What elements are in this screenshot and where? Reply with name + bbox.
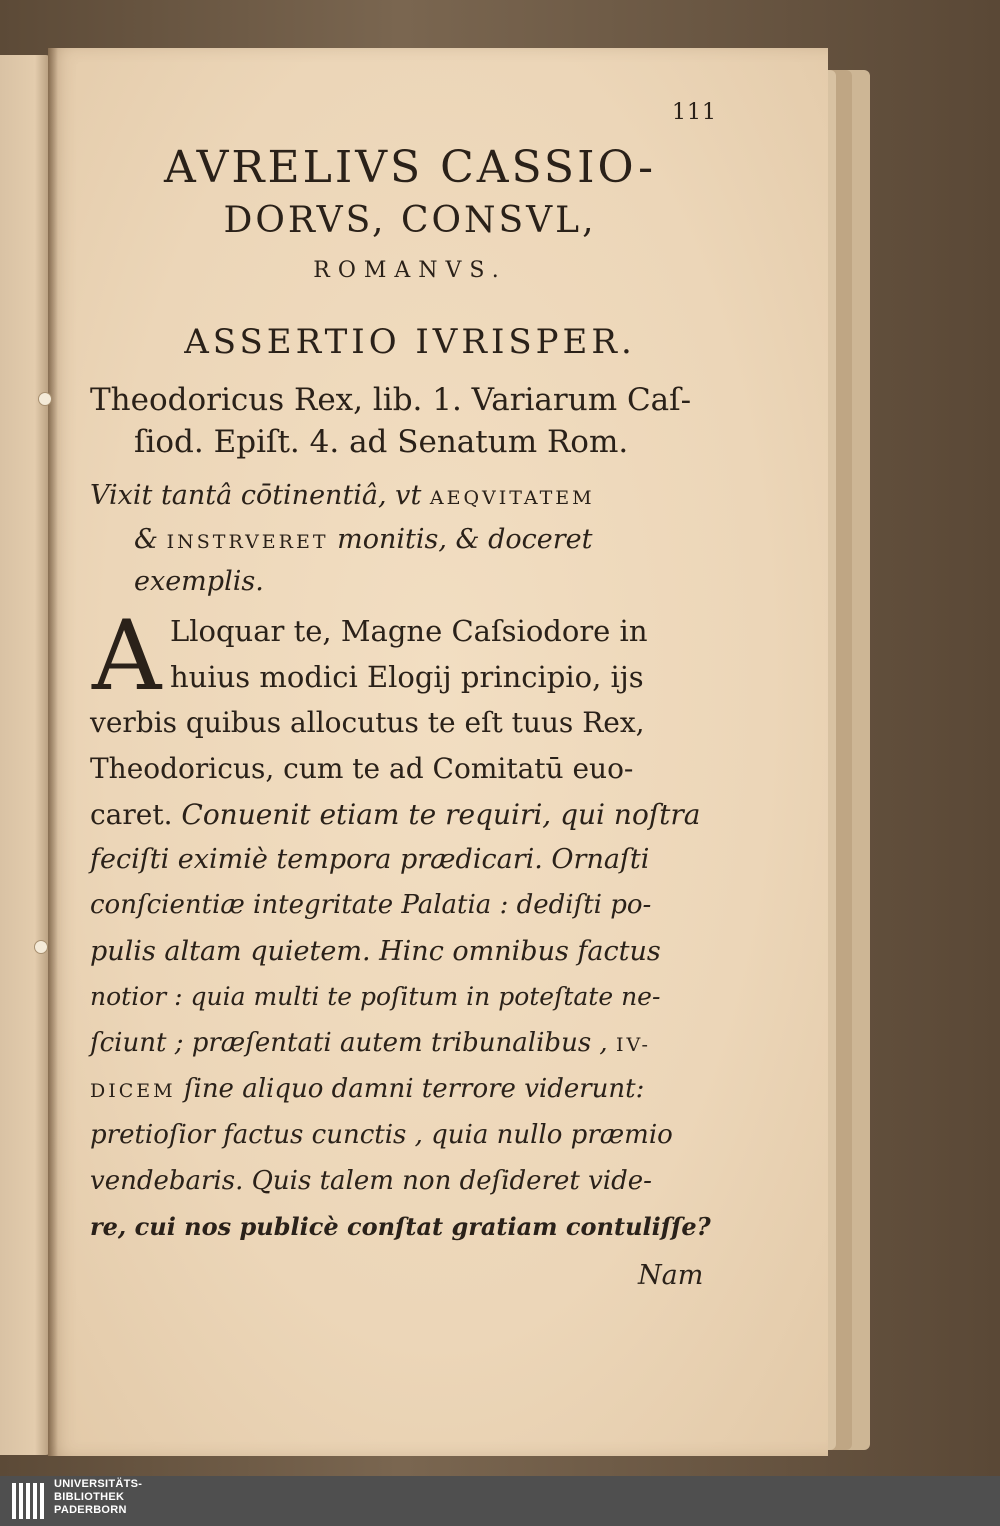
title-line-1: AVRELIVS CASSIO-	[164, 142, 656, 193]
body-italic: Conuenit etiam te requiri, qui noſtra	[181, 798, 701, 831]
body-line-5	[90, 798, 701, 831]
motto-smallcaps: AEQVITATEM	[429, 487, 595, 509]
source-line-1: Theodoricus Rex, lib. 1. Variarum Caſ-	[90, 382, 692, 418]
catchword: Nam	[638, 1260, 704, 1291]
body-line-12: pretioſior factus cunctis , quia nullo præmio	[90, 1120, 673, 1150]
motto-text: Vixit tantâ cōtinentiâ, vt	[90, 480, 430, 511]
title-line-2: DORVS, CONSVL,	[223, 200, 597, 241]
drop-cap: A	[92, 600, 162, 712]
sewing-hole	[34, 940, 48, 954]
title-line-3: ROMANVS.	[313, 258, 507, 283]
motto-smallcaps: INSTRVERET	[166, 531, 329, 553]
source-line-2: ſiod. Epiſt. 4. ad Senatum Rom.	[134, 424, 629, 460]
footer-bar	[0, 1476, 1000, 1526]
body-line-9: notior : quia multi te poſitum in poteſtate ne-	[90, 982, 661, 1011]
motto-text: &	[134, 524, 167, 555]
body-smallcaps: IV-	[615, 1034, 651, 1056]
motto-text: monitis, & doceret	[328, 524, 593, 555]
body-smallcaps: DICEM	[90, 1080, 176, 1102]
body-line-13: vendebaris. Quis talem non deſideret vide-	[90, 1166, 652, 1196]
sewing-hole	[38, 392, 52, 406]
body-line-11	[90, 1074, 644, 1104]
body-text: caret.	[90, 798, 182, 831]
body-line-7: conſcientiæ integritate Palatia : dediſti po-	[90, 890, 652, 920]
motto-line-2	[134, 524, 592, 555]
library-name-line-2: BIBLIOTHEK	[54, 1491, 125, 1503]
motto-line-1	[90, 480, 595, 511]
body-italic: ſciunt ; præſentati autem tribunalibus ,	[90, 1028, 616, 1058]
body-line-8: pulis altam quietem. Hinc omnibus factus	[90, 936, 661, 967]
body-line-10	[90, 1028, 651, 1058]
library-name-line-1: UNIVERSITÄTS-	[54, 1478, 143, 1490]
library-name	[54, 1478, 142, 1517]
folio-number: 111	[672, 100, 717, 125]
motto-line-3: exemplis.	[134, 566, 264, 597]
body-line-6: feciſti eximiè tempora prædicari. Ornaſti	[90, 844, 650, 875]
body-line-4: Theodoricus, cum te ad Comitatū euo-	[90, 752, 634, 785]
body-line-14: re, cui nos publicè conſtat gratiam contuliſſe?	[90, 1212, 711, 1241]
section-heading: ASSERTIO IVRISPER.	[184, 322, 636, 362]
body-line-2: huius modici Elogij principio, ijs	[170, 660, 644, 694]
page-gutter	[48, 48, 58, 1456]
library-name-line-3: PADERBORN	[54, 1504, 127, 1516]
library-logo-icon	[10, 1479, 48, 1523]
body-line-1: Lloquar te, Magne Caſsiodore in	[170, 614, 648, 648]
body-line-3: verbis quibus allocutus te eſt tuus Rex,	[90, 706, 645, 739]
body-italic: ſine aliquo damni terrore viderunt:	[175, 1074, 645, 1104]
facing-page-edge	[0, 55, 50, 1455]
